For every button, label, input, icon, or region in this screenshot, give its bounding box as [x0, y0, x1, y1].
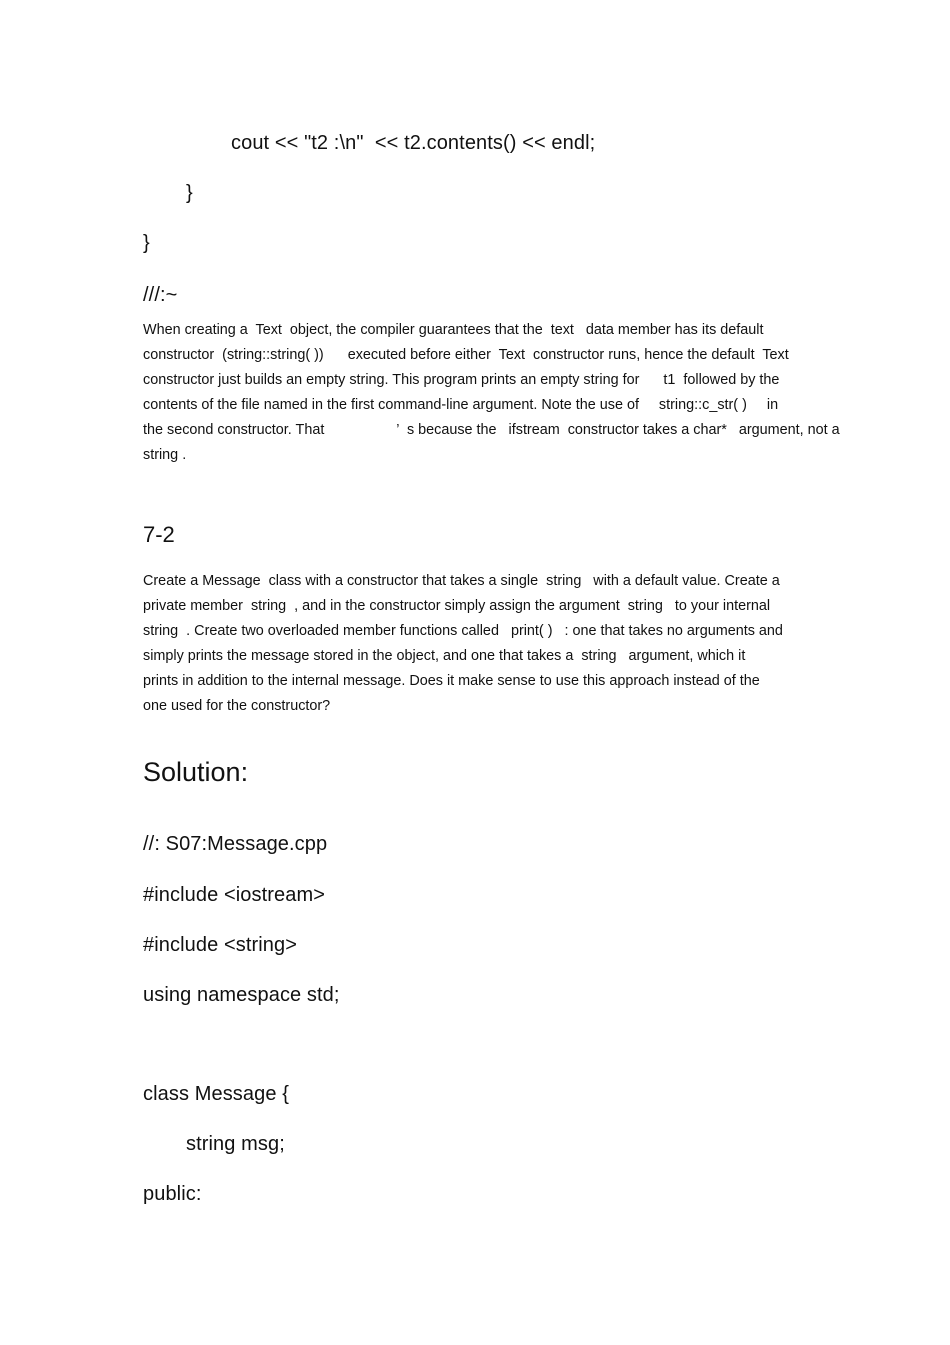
- code-line-include-string: #include <string>: [143, 934, 298, 956]
- paragraph-line: the second constructor. That ’ s because the ifstream constructor takes a char* argument, not a: [143, 422, 840, 438]
- code-line-file-comment: //: S07:Message.cpp: [143, 833, 328, 855]
- paragraph-line: contents of the file named in the first command-line argument. Note the use of string::c_str( ) in: [143, 397, 779, 413]
- paragraph-line: Create a Message class with a constructor that takes a single string with a default value. Create a: [143, 573, 780, 589]
- paragraph-line: private member string , and in the constructor simply assign the argument string to your internal: [143, 598, 771, 614]
- paragraph-line: constructor (string::string( )) executed before either Text constructor runs, hence the default Text: [143, 347, 789, 363]
- code-line-public: public:: [143, 1183, 202, 1205]
- paragraph-line: When creating a Text object, the compiler guarantees that the text data member has its default: [143, 322, 764, 338]
- code-line-member: string msg;: [186, 1133, 285, 1155]
- exercise-heading: 7-2: [143, 522, 175, 547]
- paragraph-line: string .: [143, 447, 187, 463]
- paragraph-line: prints in addition to the internal message. Does it make sense to use this approach instead of the: [143, 673, 760, 689]
- paragraph-line: constructor just builds an empty string. This program prints an empty string for t1 followed by the: [143, 372, 780, 388]
- code-line-close-brace-outer: }: [143, 232, 150, 254]
- code-line-class-decl: class Message {: [143, 1083, 290, 1105]
- solution-heading: Solution:: [143, 757, 249, 787]
- code-line-cout: cout << "t2 :\n" << t2.contents() << endl;: [231, 132, 596, 154]
- code-line-using-namespace: using namespace std;: [143, 984, 340, 1006]
- paragraph-line: simply prints the message stored in the object, and one that takes a string argument, which it: [143, 648, 746, 664]
- code-line-end-marker: ///:~: [143, 284, 178, 306]
- exercise-description: [143, 569, 808, 719]
- paragraph-line: string . Create two overloaded member functions called print( ) : one that takes no arguments and: [143, 623, 783, 639]
- paragraph-line: one used for the constructor?: [143, 698, 331, 714]
- explanation-paragraph: [143, 318, 840, 468]
- code-line-close-brace-inner: }: [186, 182, 193, 204]
- code-line-include-iostream: #include <iostream>: [143, 884, 326, 906]
